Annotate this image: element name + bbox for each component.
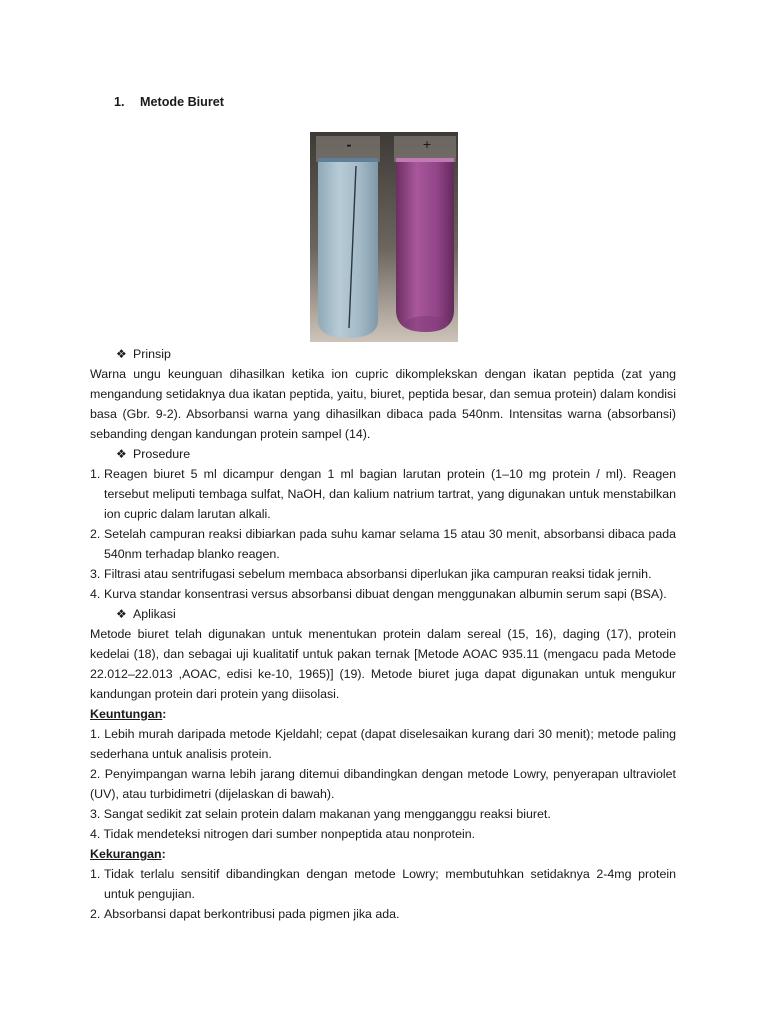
diamond-bullet-icon: ❖ <box>116 347 127 361</box>
positive-label: + <box>422 138 432 151</box>
keuntungan-heading <box>90 704 676 724</box>
item-number: 2. <box>90 527 101 541</box>
aplikasi-text: Metode biuret telah digunakan untuk menentukan protein dalam sereal (15, 16), daging (17), protein kedelai (18), dan sebagai uji kualitatif untuk pakan ternak [Metode AOAC 935.11 (mengacu pada Metode 22.012–22.013 ,AOAC, edisi ke-10, 1965)] (19). Metode biuret juga dapat digunakan untuk mengukur kandungan protein dari protein yang diisolasi. <box>90 627 676 701</box>
keuntungan-list <box>90 724 676 844</box>
kekurangan-label: Kekurangan <box>90 847 162 861</box>
diamond-bullet-icon: ❖ <box>116 607 127 621</box>
kekurangan-colon: : <box>161 847 166 861</box>
aplikasi-paragraph <box>90 624 676 704</box>
diamond-bullet-icon: ❖ <box>116 447 127 461</box>
item-text: Setelah campuran reaksi dibiarkan pada suhu kamar selama 15 atau 30 menit, absorbansi dibaca pada 540nm terhadap blanko reagen. <box>104 527 676 561</box>
list-item: 4. Tidak mendeteksi nitrogen dari sumber nonpeptida atau nonprotein. <box>90 827 476 841</box>
item-number: 2. <box>90 907 101 921</box>
prosedure-subheading <box>116 444 190 464</box>
item-number: 4. <box>90 587 101 601</box>
list-item <box>90 864 676 904</box>
list-item <box>90 524 676 564</box>
item-text: Kurva standar konsentrasi versus absorbansi dibuat dengan menggunakan albumin serum sapi (BSA). <box>104 587 667 601</box>
item-text: Tidak terlalu sensitif dibandingkan dengan metode Lowry; membutuhkan setidaknya 2-4mg protein untuk pengujian. <box>104 867 676 901</box>
list-item <box>90 584 676 604</box>
item-number: 1. <box>90 867 101 881</box>
kekurangan-list <box>90 864 676 924</box>
item-text: Reagen biuret 5 ml dicampur dengan 1 ml bagian larutan protein (1–10 mg protein / ml). Reagen tersebut meliputi tembaga sulfat, NaOH, dan kalium natrium tartrat, yang digunakan untuk menstabilkan ion cupric dalam larutan alkali. <box>104 467 676 521</box>
section-heading <box>114 92 224 112</box>
prinsip-subheading <box>116 344 171 364</box>
item-text: Absorbansi dapat berkontribusi pada pigmen jika ada. <box>104 907 400 921</box>
biuret-test-tubes-photo <box>310 132 458 342</box>
aplikasi-subheading <box>116 604 176 624</box>
list-item <box>90 464 676 524</box>
keuntungan-label: Keuntungan <box>90 707 163 721</box>
item-text: Filtrasi atau sentrifugasi sebelum membaca absorbansi diperlukan jika campuran reaksi tidak jernih. <box>104 567 652 581</box>
heading-title: Metode Biuret <box>140 95 224 109</box>
list-item <box>90 904 676 924</box>
list-item: 2. Penyimpangan warna lebih jarang ditemui dibandingkan dengan metode Lowry, penyerapan ultraviolet (UV), atau turbidimetri (dijelaskan di bawah). <box>90 767 676 801</box>
list-item: 1. Lebih murah daripada metode Kjeldahl; cepat (dapat diselesaikan kurang dari 30 menit); metode paling sederhana untuk analisis protein. <box>90 727 676 761</box>
kekurangan-heading <box>90 844 676 864</box>
keuntungan-colon: : <box>162 707 167 721</box>
prinsip-paragraph <box>90 364 676 444</box>
list-item: 3. Sangat sedikit zat selain protein dalam makanan yang mengganggu reaksi biuret. <box>90 807 551 821</box>
item-number: 1. <box>90 467 101 481</box>
list-item <box>90 564 676 584</box>
aplikasi-title: Aplikasi <box>133 607 176 621</box>
item-number: 3. <box>90 567 101 581</box>
prinsip-text: Warna ungu keunguan dihasilkan ketika ion cupric dikomplekskan dengan ikatan peptida (zat yang mengandung setidaknya dua ikatan peptida, yaitu, biuret, peptida besar, dan semua protein) dalam kondisi basa (Gbr. 9-2). Absorbansi warna yang dihasilkan dibaca pada 540nm. Intensitas warna (absorbansi) sebanding dengan kandungan protein sampel (14). <box>90 367 676 441</box>
prinsip-title: Prinsip <box>133 347 171 361</box>
heading-number: 1. <box>114 95 125 109</box>
prosedure-list <box>90 464 676 604</box>
prosedure-title: Prosedure <box>133 447 191 461</box>
negative-label: - <box>346 138 352 152</box>
